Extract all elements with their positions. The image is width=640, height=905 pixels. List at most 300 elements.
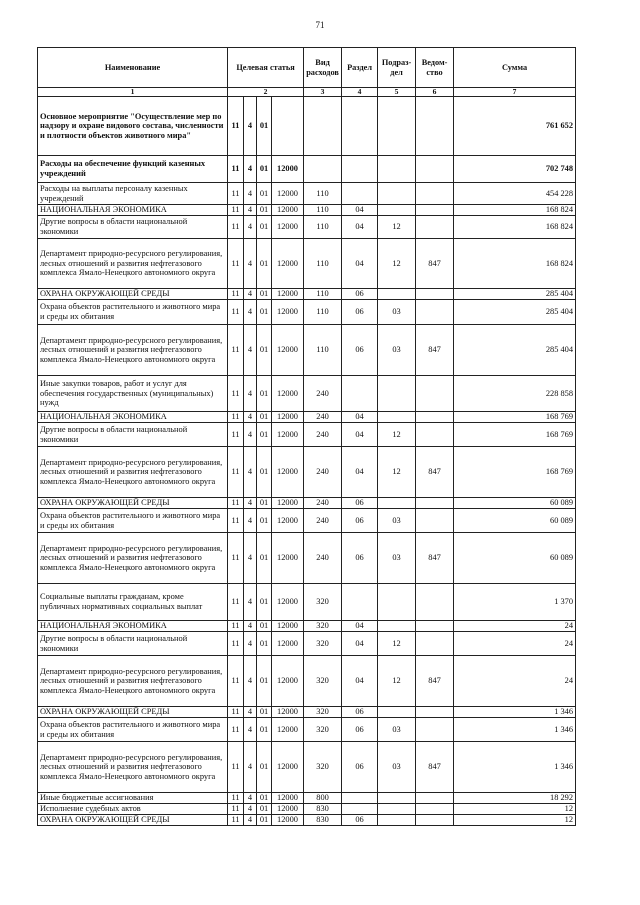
section-code: 06 <box>342 742 378 793</box>
target-code-part: 01 <box>257 183 272 205</box>
row-name: Другие вопросы в области национальной экономики <box>38 632 228 656</box>
header-target: Целевая статья <box>228 48 304 88</box>
row-sum: 702 748 <box>454 156 576 183</box>
row-sum: 228 858 <box>454 376 576 412</box>
row-sum: 1 346 <box>454 742 576 793</box>
section-code: 04 <box>342 632 378 656</box>
target-code-part: 12000 <box>272 793 304 804</box>
table-row <box>38 376 576 412</box>
target-code-part: 12000 <box>272 632 304 656</box>
expense-type: 110 <box>304 183 342 205</box>
table-body <box>38 97 576 826</box>
target-code-part: 01 <box>257 584 272 621</box>
section-code: 06 <box>342 509 378 533</box>
row-name: Охрана объектов растительного и животного мира и среды их обитания <box>38 718 228 742</box>
table-row <box>38 300 576 325</box>
target-code-part: 11 <box>228 447 244 498</box>
subsection-code <box>378 621 416 632</box>
section-code: 04 <box>342 423 378 447</box>
target-code-part: 12000 <box>272 300 304 325</box>
header-dept: Ведом-ство <box>416 48 454 88</box>
section-code <box>342 584 378 621</box>
department-code: 847 <box>416 239 454 289</box>
target-code-part: 12000 <box>272 412 304 423</box>
table-row <box>38 97 576 156</box>
target-code-part: 12000 <box>272 742 304 793</box>
section-code: 04 <box>342 216 378 239</box>
target-code-part: 12000 <box>272 205 304 216</box>
row-name: ОХРАНА ОКРУЖАЮЩЕЙ СРЕДЫ <box>38 707 228 718</box>
header-name: Наименование <box>38 48 228 88</box>
row-sum: 24 <box>454 656 576 707</box>
row-name: Департамент природно-ресурсного регулирования, лесных отношений и развития нефтегазового комплекса Ямало-Ненецкого автономного округа <box>38 742 228 793</box>
target-code-part: 01 <box>257 156 272 183</box>
row-sum: 18 292 <box>454 793 576 804</box>
row-sum: 1 346 <box>454 707 576 718</box>
department-code <box>416 205 454 216</box>
department-code <box>416 183 454 205</box>
department-code: 847 <box>416 325 454 376</box>
target-code-part: 4 <box>244 533 257 584</box>
subsection-code: 12 <box>378 447 416 498</box>
target-code-part: 12000 <box>272 447 304 498</box>
row-name: НАЦИОНАЛЬНАЯ ЭКОНОМИКА <box>38 205 228 216</box>
target-code-part: 11 <box>228 656 244 707</box>
target-code-part: 12000 <box>272 533 304 584</box>
row-name: Иные закупки товаров, работ и услуг для обеспечения государственных (муниципальных) нужд <box>38 376 228 412</box>
target-code-part: 4 <box>244 205 257 216</box>
target-code-part <box>272 97 304 156</box>
department-code <box>416 156 454 183</box>
target-code-part: 11 <box>228 632 244 656</box>
target-code-part: 12000 <box>272 498 304 509</box>
table-row <box>38 742 576 793</box>
table-row <box>38 533 576 584</box>
row-sum: 60 089 <box>454 509 576 533</box>
subsection-code <box>378 412 416 423</box>
expense-type: 110 <box>304 289 342 300</box>
row-name: ОХРАНА ОКРУЖАЮЩЕЙ СРЕДЫ <box>38 815 228 826</box>
row-sum: 12 <box>454 804 576 815</box>
subsection-code <box>378 205 416 216</box>
target-code-part: 12000 <box>272 289 304 300</box>
subsection-code <box>378 793 416 804</box>
target-code-part: 01 <box>257 205 272 216</box>
table-row <box>38 718 576 742</box>
target-code-part: 11 <box>228 621 244 632</box>
subsection-code: 12 <box>378 216 416 239</box>
subsection-code <box>378 156 416 183</box>
row-name: Другие вопросы в области национальной экономики <box>38 216 228 239</box>
section-code: 06 <box>342 498 378 509</box>
department-code <box>416 300 454 325</box>
target-code-part: 11 <box>228 183 244 205</box>
section-code <box>342 156 378 183</box>
row-name: Охрана объектов растительного и животного мира и среды их обитания <box>38 300 228 325</box>
target-code-part: 11 <box>228 423 244 447</box>
target-code-part: 12000 <box>272 718 304 742</box>
target-code-part: 11 <box>228 216 244 239</box>
header-sum: Сумма <box>454 48 576 88</box>
department-code: 847 <box>416 447 454 498</box>
target-code-part: 12000 <box>272 183 304 205</box>
expense-type: 240 <box>304 533 342 584</box>
expense-type: 240 <box>304 376 342 412</box>
target-code-part: 4 <box>244 289 257 300</box>
target-code-part: 4 <box>244 707 257 718</box>
expense-type: 320 <box>304 632 342 656</box>
table-row <box>38 183 576 205</box>
subsection-code: 03 <box>378 718 416 742</box>
target-code-part: 11 <box>228 742 244 793</box>
section-code <box>342 804 378 815</box>
subsection-code: 03 <box>378 509 416 533</box>
expense-type: 830 <box>304 804 342 815</box>
column-number: 3 <box>304 88 342 97</box>
target-code-part: 11 <box>228 707 244 718</box>
row-name: Департамент природно-ресурсного регулирования, лесных отношений и развития нефтегазового комплекса Ямало-Ненецкого автономного округа <box>38 447 228 498</box>
target-code-part: 11 <box>228 325 244 376</box>
row-name: Социальные выплаты гражданам, кроме публичных нормативных социальных выплат <box>38 584 228 621</box>
column-number-row <box>38 88 576 97</box>
target-code-part: 12000 <box>272 325 304 376</box>
row-sum: 285 404 <box>454 289 576 300</box>
target-code-part: 01 <box>257 533 272 584</box>
header-type: Вид расходов <box>304 48 342 88</box>
subsection-code: 12 <box>378 423 416 447</box>
subsection-code: 12 <box>378 632 416 656</box>
target-code-part: 12000 <box>272 584 304 621</box>
section-code: 04 <box>342 205 378 216</box>
subsection-code <box>378 289 416 300</box>
target-code-part: 01 <box>257 804 272 815</box>
subsection-code <box>378 498 416 509</box>
target-code-part: 12000 <box>272 804 304 815</box>
expense-type: 240 <box>304 423 342 447</box>
target-code-part: 11 <box>228 300 244 325</box>
row-name: Департамент природно-ресурсного регулирования, лесных отношений и развития нефтегазового комплекса Ямало-Ненецкого автономного округа <box>38 656 228 707</box>
table-row <box>38 632 576 656</box>
target-code-part: 01 <box>257 216 272 239</box>
target-code-part: 01 <box>257 412 272 423</box>
target-code-part: 4 <box>244 376 257 412</box>
row-sum: 12 <box>454 815 576 826</box>
department-code <box>416 815 454 826</box>
target-code-part: 11 <box>228 412 244 423</box>
target-code-part: 01 <box>257 707 272 718</box>
department-code <box>416 584 454 621</box>
table-row <box>38 793 576 804</box>
target-code-part: 11 <box>228 584 244 621</box>
target-code-part: 11 <box>228 156 244 183</box>
department-code <box>416 509 454 533</box>
target-code-part: 01 <box>257 742 272 793</box>
target-code-part: 4 <box>244 584 257 621</box>
row-sum: 761 652 <box>454 97 576 156</box>
target-code-part: 12000 <box>272 376 304 412</box>
target-code-part: 01 <box>257 423 272 447</box>
subsection-code: 12 <box>378 656 416 707</box>
target-code-part: 12000 <box>272 423 304 447</box>
row-sum: 24 <box>454 621 576 632</box>
department-code <box>416 97 454 156</box>
target-code-part: 01 <box>257 509 272 533</box>
column-number: 5 <box>378 88 416 97</box>
department-code <box>416 498 454 509</box>
table-row <box>38 289 576 300</box>
row-sum: 285 404 <box>454 300 576 325</box>
row-sum: 60 089 <box>454 498 576 509</box>
target-code-part: 4 <box>244 183 257 205</box>
column-number: 6 <box>416 88 454 97</box>
target-code-part: 11 <box>228 239 244 289</box>
target-code-part: 01 <box>257 289 272 300</box>
row-sum: 1 346 <box>454 718 576 742</box>
row-sum: 168 824 <box>454 205 576 216</box>
target-code-part: 4 <box>244 97 257 156</box>
target-code-part: 4 <box>244 804 257 815</box>
target-code-part: 12000 <box>272 707 304 718</box>
expense-type <box>304 97 342 156</box>
target-code-part: 01 <box>257 632 272 656</box>
section-code: 04 <box>342 621 378 632</box>
department-code <box>416 289 454 300</box>
target-code-part: 4 <box>244 325 257 376</box>
target-code-part: 01 <box>257 498 272 509</box>
row-sum: 1 370 <box>454 584 576 621</box>
table-row <box>38 509 576 533</box>
department-code <box>416 707 454 718</box>
row-name: ОХРАНА ОКРУЖАЮЩЕЙ СРЕДЫ <box>38 289 228 300</box>
row-name: Исполнение судебных актов <box>38 804 228 815</box>
target-code-part: 01 <box>257 793 272 804</box>
expense-type: 800 <box>304 793 342 804</box>
row-name: НАЦИОНАЛЬНАЯ ЭКОНОМИКА <box>38 621 228 632</box>
target-code-part: 01 <box>257 815 272 826</box>
department-code <box>416 423 454 447</box>
budget-table <box>37 47 576 826</box>
target-code-part: 11 <box>228 97 244 156</box>
department-code: 847 <box>416 533 454 584</box>
table-row <box>38 656 576 707</box>
expense-type: 320 <box>304 656 342 707</box>
section-code <box>342 376 378 412</box>
target-code-part: 4 <box>244 216 257 239</box>
row-name: Департамент природно-ресурсного регулирования, лесных отношений и развития нефтегазового комплекса Ямало-Ненецкого автономного округа <box>38 325 228 376</box>
section-code: 06 <box>342 300 378 325</box>
subsection-code <box>378 707 416 718</box>
target-code-part: 01 <box>257 621 272 632</box>
subsection-code <box>378 815 416 826</box>
header-subsection: Подраз-дел <box>378 48 416 88</box>
target-code-part: 11 <box>228 509 244 533</box>
table-row <box>38 584 576 621</box>
section-code: 06 <box>342 718 378 742</box>
subsection-code: 03 <box>378 533 416 584</box>
department-code <box>416 412 454 423</box>
section-code: 06 <box>342 289 378 300</box>
row-sum: 168 769 <box>454 423 576 447</box>
table-row <box>38 707 576 718</box>
column-number: 4 <box>342 88 378 97</box>
target-code-part: 12000 <box>272 656 304 707</box>
target-code-part: 4 <box>244 423 257 447</box>
section-code: 06 <box>342 707 378 718</box>
row-sum: 285 404 <box>454 325 576 376</box>
column-number: 1 <box>38 88 228 97</box>
section-code <box>342 97 378 156</box>
expense-type: 110 <box>304 205 342 216</box>
target-code-part: 01 <box>257 325 272 376</box>
row-name: Другие вопросы в области национальной экономики <box>38 423 228 447</box>
department-code <box>416 216 454 239</box>
target-code-part: 4 <box>244 447 257 498</box>
target-code-part: 11 <box>228 793 244 804</box>
target-code-part: 4 <box>244 815 257 826</box>
row-name: Охрана объектов растительного и животного мира и среды их обитания <box>38 509 228 533</box>
row-sum: 60 089 <box>454 533 576 584</box>
section-code <box>342 793 378 804</box>
table-row <box>38 621 576 632</box>
department-code: 847 <box>416 742 454 793</box>
target-code-part: 01 <box>257 300 272 325</box>
target-code-part: 12000 <box>272 509 304 533</box>
target-code-part: 11 <box>228 498 244 509</box>
department-code <box>416 376 454 412</box>
target-code-part: 4 <box>244 156 257 183</box>
section-code: 06 <box>342 325 378 376</box>
target-code-part: 12000 <box>272 815 304 826</box>
target-code-part: 4 <box>244 300 257 325</box>
subsection-code: 03 <box>378 742 416 793</box>
row-sum: 168 824 <box>454 239 576 289</box>
expense-type: 240 <box>304 412 342 423</box>
target-code-part: 4 <box>244 239 257 289</box>
target-code-part: 01 <box>257 447 272 498</box>
expense-type: 110 <box>304 216 342 239</box>
expense-type: 240 <box>304 447 342 498</box>
target-code-part: 4 <box>244 656 257 707</box>
expense-type: 320 <box>304 584 342 621</box>
table-row <box>38 325 576 376</box>
table-row <box>38 156 576 183</box>
department-code <box>416 804 454 815</box>
target-code-part: 01 <box>257 239 272 289</box>
department-code: 847 <box>416 656 454 707</box>
target-code-part: 11 <box>228 718 244 742</box>
target-code-part: 11 <box>228 205 244 216</box>
target-code-part: 11 <box>228 376 244 412</box>
target-code-part: 01 <box>257 376 272 412</box>
section-code: 04 <box>342 239 378 289</box>
target-code-part: 4 <box>244 718 257 742</box>
target-code-part: 01 <box>257 97 272 156</box>
expense-type: 320 <box>304 742 342 793</box>
table-row <box>38 815 576 826</box>
target-code-part: 4 <box>244 793 257 804</box>
target-code-part: 12000 <box>272 239 304 289</box>
expense-type: 320 <box>304 718 342 742</box>
subsection-code: 03 <box>378 300 416 325</box>
subsection-code <box>378 97 416 156</box>
expense-type: 110 <box>304 239 342 289</box>
expense-type: 240 <box>304 498 342 509</box>
expense-type: 240 <box>304 509 342 533</box>
row-name: НАЦИОНАЛЬНАЯ ЭКОНОМИКА <box>38 412 228 423</box>
table-row <box>38 498 576 509</box>
target-code-part: 11 <box>228 815 244 826</box>
subsection-code <box>378 804 416 815</box>
target-code-part: 11 <box>228 804 244 815</box>
expense-type <box>304 156 342 183</box>
section-code: 04 <box>342 412 378 423</box>
row-name: Расходы на обеспечение функций казенных учреждений <box>38 156 228 183</box>
header-section: Раздел <box>342 48 378 88</box>
row-name: Департамент природно-ресурсного регулирования, лесных отношений и развития нефтегазового комплекса Ямало-Ненецкого автономного округа <box>38 533 228 584</box>
table-row <box>38 205 576 216</box>
target-code-part: 12000 <box>272 621 304 632</box>
subsection-code <box>378 376 416 412</box>
subsection-code: 12 <box>378 239 416 289</box>
expense-type: 110 <box>304 300 342 325</box>
department-code <box>416 621 454 632</box>
target-code-part: 11 <box>228 289 244 300</box>
expense-type: 320 <box>304 707 342 718</box>
section-code: 04 <box>342 447 378 498</box>
target-code-part: 4 <box>244 412 257 423</box>
department-code <box>416 793 454 804</box>
table-row <box>38 239 576 289</box>
target-code-part: 01 <box>257 656 272 707</box>
expense-type: 110 <box>304 325 342 376</box>
header-row <box>38 48 576 88</box>
row-name: Основное мероприятие "Осуществление мер по надзору и охране видового состава, численности и плотности объектов животного мира" <box>38 97 228 156</box>
target-code-part: 4 <box>244 621 257 632</box>
page-number: 71 <box>315 20 325 30</box>
target-code-part: 12000 <box>272 156 304 183</box>
expense-type: 830 <box>304 815 342 826</box>
section-code: 06 <box>342 815 378 826</box>
target-code-part: 4 <box>244 498 257 509</box>
target-code-part: 4 <box>244 509 257 533</box>
row-sum: 168 769 <box>454 412 576 423</box>
table-row <box>38 447 576 498</box>
department-code <box>416 718 454 742</box>
section-code: 06 <box>342 533 378 584</box>
department-code <box>416 632 454 656</box>
row-name: Расходы на выплаты персоналу казенных учреждений <box>38 183 228 205</box>
table-row <box>38 412 576 423</box>
table-row <box>38 216 576 239</box>
column-number: 7 <box>454 88 576 97</box>
expense-type: 320 <box>304 621 342 632</box>
row-sum: 454 228 <box>454 183 576 205</box>
section-code: 04 <box>342 656 378 707</box>
row-name: Иные бюджетные ассигнования <box>38 793 228 804</box>
row-sum: 168 769 <box>454 447 576 498</box>
row-sum: 168 824 <box>454 216 576 239</box>
table-row <box>38 804 576 815</box>
row-name: Департамент природно-ресурсного регулирования, лесных отношений и развития нефтегазового комплекса Ямало-Ненецкого автономного округа <box>38 239 228 289</box>
row-sum: 24 <box>454 632 576 656</box>
section-code <box>342 183 378 205</box>
target-code-part: 12000 <box>272 216 304 239</box>
target-code-part: 4 <box>244 632 257 656</box>
table-row <box>38 423 576 447</box>
subsection-code: 03 <box>378 325 416 376</box>
subsection-code <box>378 584 416 621</box>
target-code-part: 4 <box>244 742 257 793</box>
